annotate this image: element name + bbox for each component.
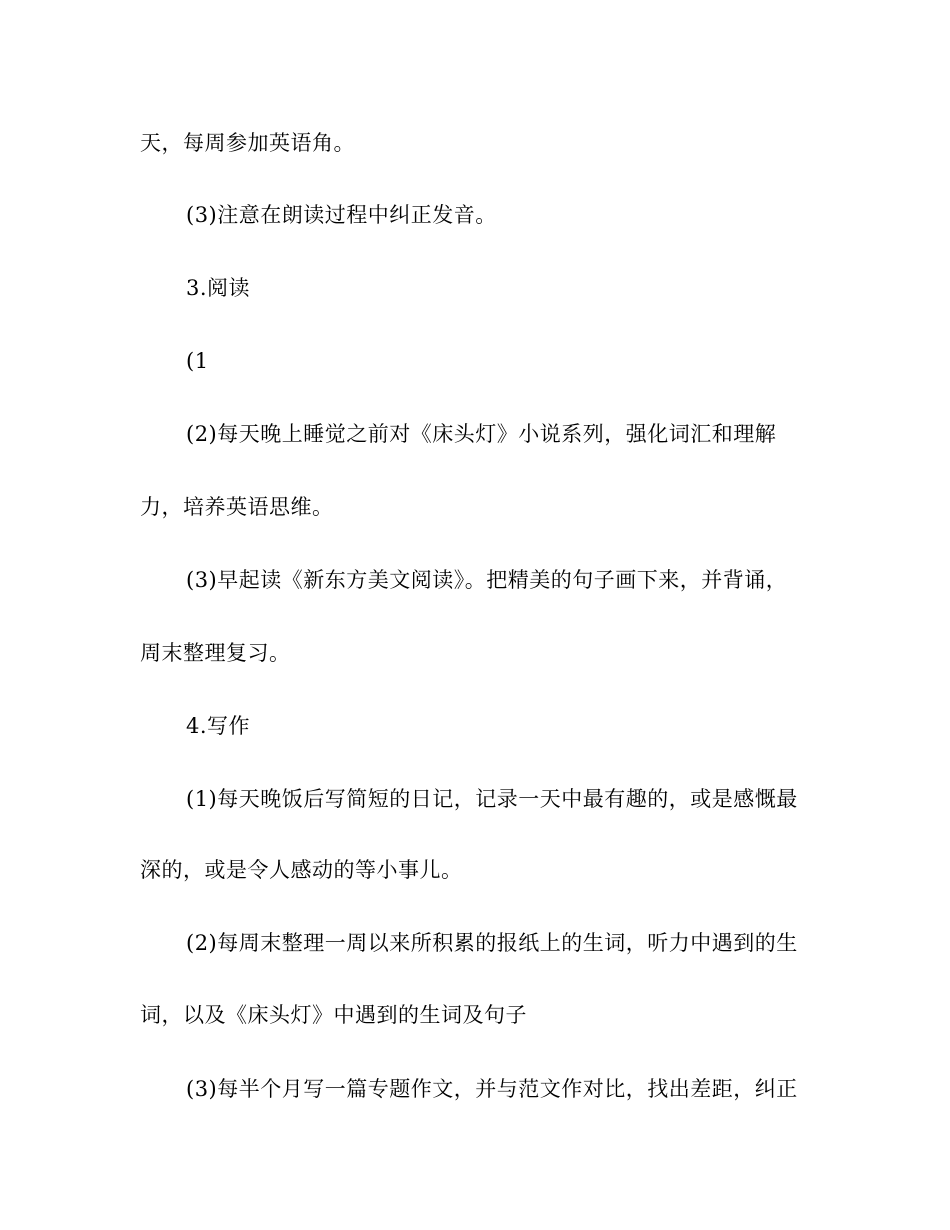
section-heading: 3.阅读	[186, 276, 251, 300]
text-line: (2)每周末整理一周以来所积累的报纸上的生词，听力中遇到的生	[186, 931, 798, 955]
text-line: (3)注意在朗读过程中纠正发音。	[186, 203, 497, 227]
text-line: 词，以及《床头灯》中遇到的生词及句子	[140, 1003, 527, 1027]
text-line: 周末整理复习。	[140, 641, 291, 665]
text-line: 天，每周参加英语角。	[140, 131, 355, 155]
text-line: (1)每天晚饭后写简短的日记，记录一天中最有趣的，或是感慨最	[186, 787, 798, 811]
section-heading: 4.写作	[186, 714, 251, 738]
text-line: 力，培养英语思维。	[140, 495, 334, 519]
text-line: (1	[186, 349, 209, 373]
text-line: (3)每半个月写一篇专题作文，并与范文作对比，找出差距，纠正	[186, 1077, 798, 1101]
text-line: (2)每天晚上睡觉之前对《床头灯》小说系列，强化词汇和理解	[186, 422, 777, 446]
text-line: (3)早起读《新东方美文阅读》。把精美的句子画下来，并背诵，	[186, 568, 788, 592]
text-line: 深的，或是令人感动的等小事儿。	[140, 858, 463, 882]
